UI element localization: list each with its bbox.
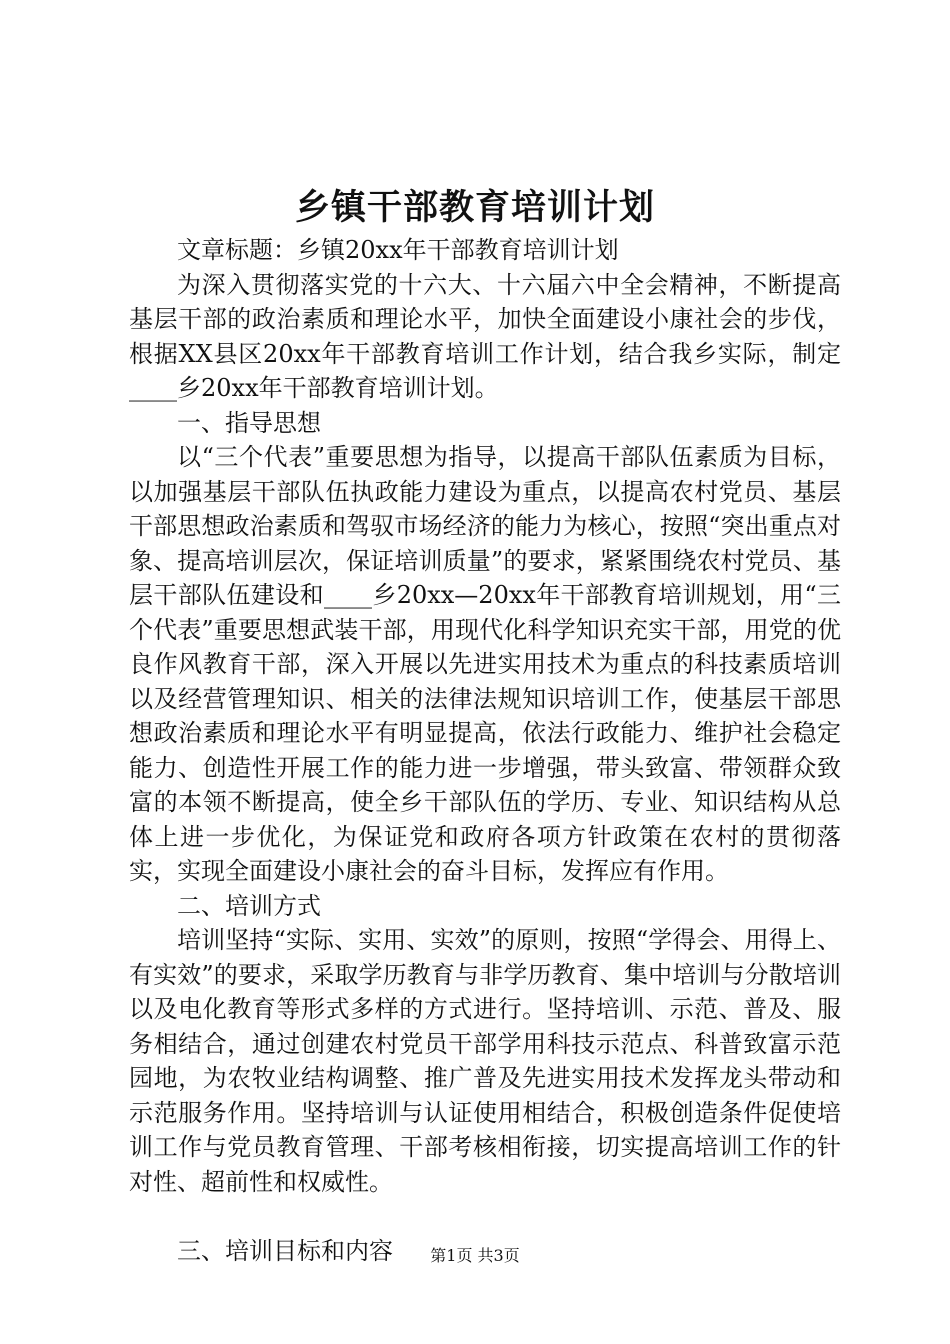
section-paragraph-guiding-ideology: 以“三个代表”重要思想为指导，以提高干部队伍素质为目标，以加强基层干部队伍执政能力建设为重点，以提高农村党员、基层干部思想政治素质和驾驭市场经济的能力为核心，按照“突出重点对象、提高培训层次，保证培训质量”的要求，紧紧围绕农村党员、基层干部队伍建设和____乡20xx—20xx年干部教育培训规划，用“三个代表”重要思想武装干部，用现代化科学知识充实干部，用党的优良作风教育干部，深入开展以先进实用技术为重点的科技素质培训以及经营管理知识、相关的法律法规知识培训工作，使基层干部思想政治素质和理论水平有明显提高，依法行政能力、维护社会稳定能力、创造性开展工作的能力进一步增强，带头致富、带领群众致富的本领不断提高，使全乡干部队伍的学历、专业、知识结构从总体上进一步优化，为保证党和政府各项方针政策在农村的贯彻落实，实现全面建设小康社会的奋斗目标，发挥应有作用。 bbox=[129, 443, 841, 885]
section-heading-training-method: 二、培训方式 bbox=[177, 891, 321, 920]
document-body bbox=[129, 233, 841, 1268]
page-number-footer: 第1页 共3页 bbox=[430, 1246, 520, 1265]
document-title: 乡镇干部教育培训计划 bbox=[294, 187, 655, 228]
section-heading-training-goals: 三、培训目标和内容 bbox=[177, 1236, 393, 1265]
section-heading-guiding-ideology: 一、指导思想 bbox=[177, 408, 321, 437]
paragraph-spacer bbox=[129, 1199, 841, 1234]
article-title-line: 文章标题：乡镇20xx年干部教育培训计划 bbox=[177, 236, 619, 264]
section-paragraph-training-method: 培训坚持“实际、实用、实效”的原则，按照“学得会、用得上、有实效”的要求，采取学历教育与非学历教育、集中培训与分散培训以及电化教育等形式多样的方式进行。坚持培训、示范、普及、服务相结合，通过创建农村党员干部学用科技示范点、科普致富示范园地，为农牧业结构调整、推广普及先进实用技术发挥龙头带动和示范服务作用。坚持培训与认证使用相结合，积极创造条件促使培训工作与党员教育管理、干部考核相衔接，切实提高培训工作的针对性、超前性和权威性。 bbox=[129, 926, 841, 1196]
intro-paragraph: 为深入贯彻落实党的十六大、十六届六中全会精神，不断提高基层干部的政治素质和理论水平，加快全面建设小康社会的步伐，根据XX县区20xx年干部教育培训工作计划，结合我乡实际，制定____乡20xx年干部教育培训计划。 bbox=[129, 270, 841, 402]
